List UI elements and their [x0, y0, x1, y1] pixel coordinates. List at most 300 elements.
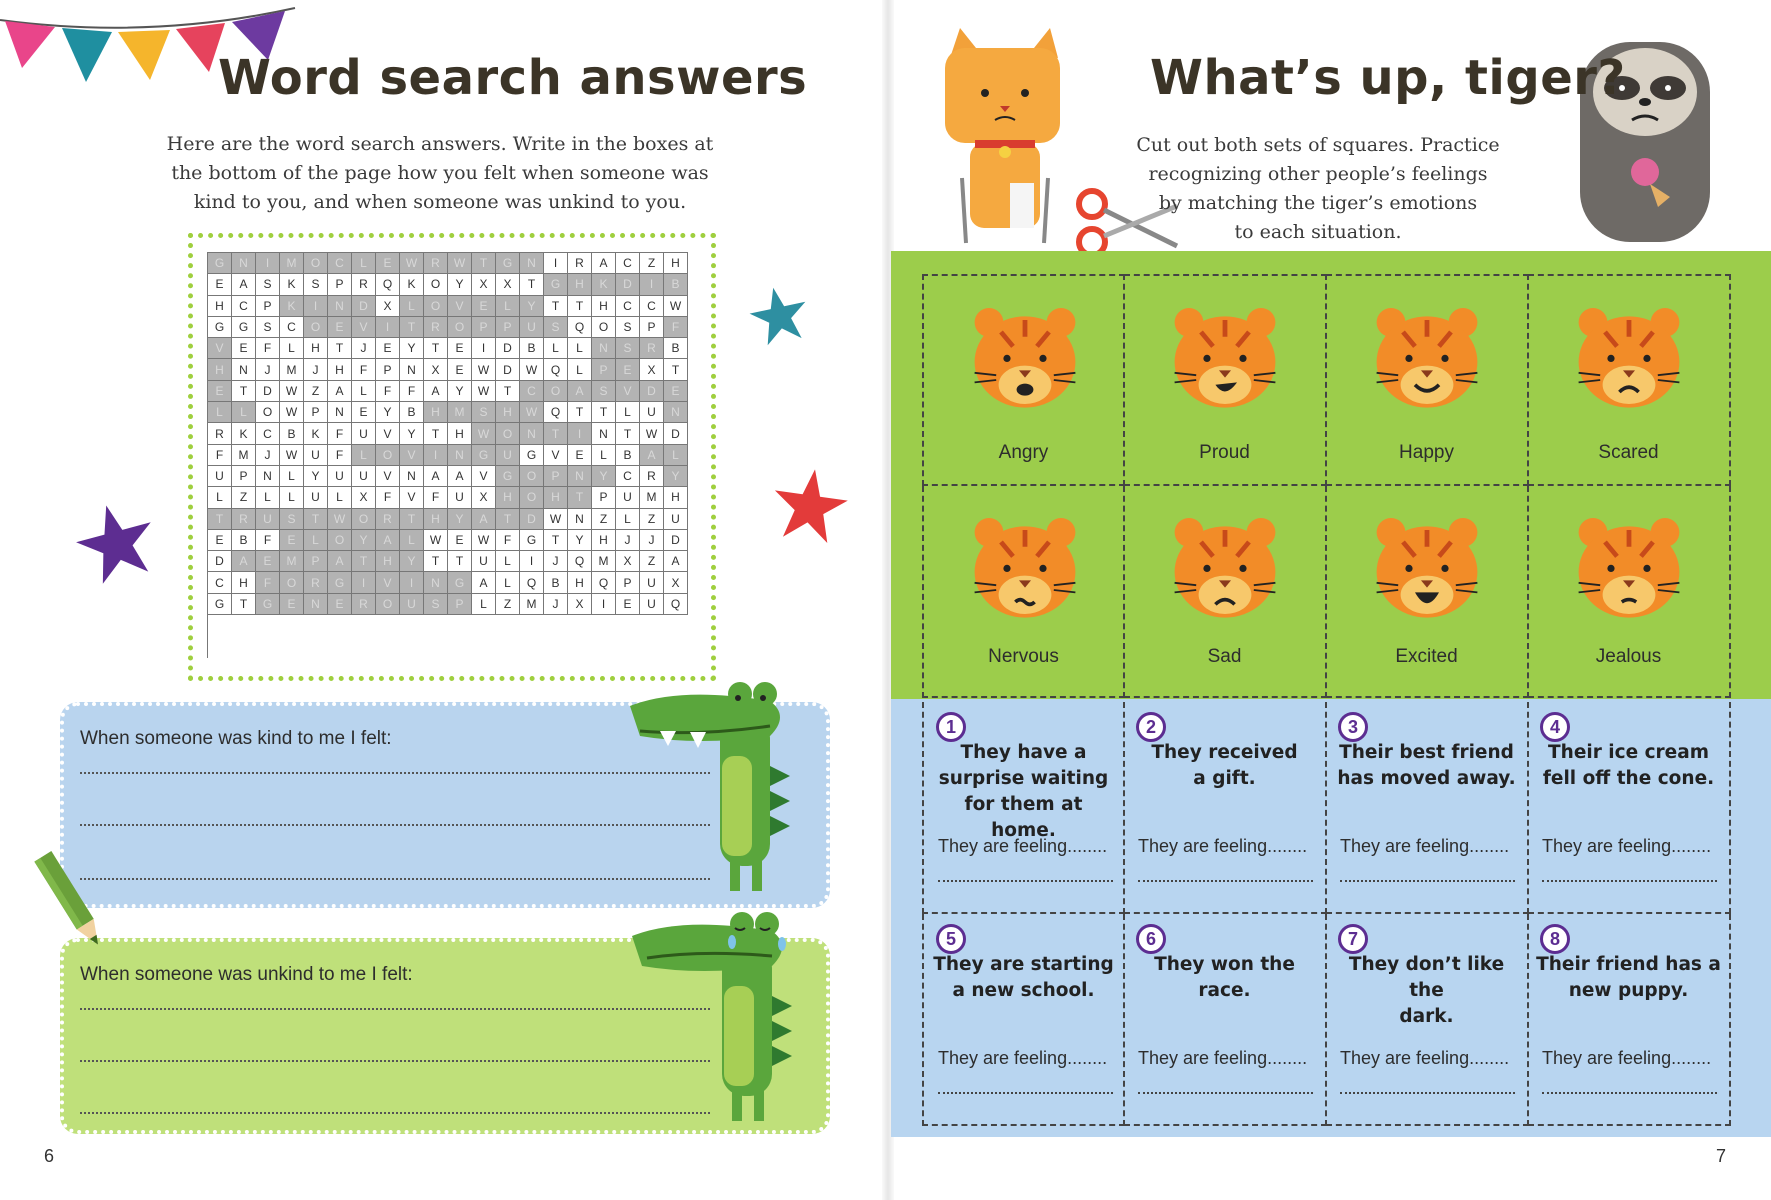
grid-cell: F [256, 530, 280, 551]
grid-cell: L [568, 359, 592, 380]
grid-cell: Q [520, 572, 544, 593]
feeling-prompt: They are feeling........ [938, 1048, 1108, 1068]
grid-cell: E [256, 551, 280, 572]
grid-cell: G [496, 466, 520, 487]
situation-text [1534, 952, 1723, 1004]
grid-cell: L [616, 509, 640, 530]
grid-cell: A [376, 530, 400, 551]
grid-cell: O [592, 317, 616, 338]
grid-cell: E [376, 338, 400, 359]
write-line[interactable] [1138, 880, 1313, 882]
grid-cell: H [376, 551, 400, 572]
grid-cell: B [544, 572, 568, 593]
grid-cell: J [256, 359, 280, 380]
grid-cell: C [328, 253, 352, 274]
grid-cell: C [616, 253, 640, 274]
tiger-emotion-label: Sad [1207, 646, 1242, 667]
grid-cell: I [352, 572, 376, 593]
grid-cell: Z [232, 487, 256, 508]
grid-cell: E [208, 530, 232, 551]
grid-cell: T [544, 296, 568, 317]
grid-cell: D [520, 509, 544, 530]
grid-cell: O [376, 594, 400, 615]
grid-cell: X [664, 572, 688, 593]
tiger-face-icon [1160, 506, 1290, 626]
page-number: 6 [44, 1146, 55, 1166]
grid-cell: P [448, 594, 472, 615]
grid-cell: H [328, 359, 352, 380]
write-line[interactable] [1542, 1092, 1717, 1094]
grid-cell: Z [496, 594, 520, 615]
grid-cell: T [592, 402, 616, 423]
grid-cell: Y [448, 381, 472, 402]
grid-cell: L [616, 402, 640, 423]
grid-cell: G [208, 253, 232, 274]
grid-cell: T [568, 487, 592, 508]
situation-number: 7 [1338, 924, 1368, 954]
situation-text [930, 740, 1117, 844]
situation-number: 8 [1540, 924, 1570, 954]
grid-cell: T [616, 423, 640, 444]
grid-cell: S [472, 402, 496, 423]
situation-number: 4 [1540, 712, 1570, 742]
grid-cell: P [640, 317, 664, 338]
grid-cell: E [376, 253, 400, 274]
grid-cell: U [304, 445, 328, 466]
grid-cell: N [400, 466, 424, 487]
grid-cell: X [616, 551, 640, 572]
grid-cell: B [232, 530, 256, 551]
grid-cell: T [568, 402, 592, 423]
grid-cell: J [616, 530, 640, 551]
grid-cell: R [208, 423, 232, 444]
write-line[interactable] [80, 1060, 710, 1062]
tiger-card-nervous[interactable] [922, 486, 1125, 698]
grid-cell: Z [640, 551, 664, 572]
situation-text-line: has moved away. [1337, 768, 1516, 789]
grid-cell: C [208, 572, 232, 593]
grid-cell: L [280, 466, 304, 487]
situation-text [1130, 740, 1319, 792]
grid-cell: H [592, 530, 616, 551]
grid-cell: E [232, 338, 256, 359]
word-search-grid [188, 233, 716, 681]
grid-cell: T [496, 509, 520, 530]
grid-cell: I [376, 317, 400, 338]
grid-cell: H [496, 487, 520, 508]
grid-cell: W [280, 402, 304, 423]
situation-number: 3 [1338, 712, 1368, 742]
grid-cell: O [424, 296, 448, 317]
situation-card-5[interactable] [922, 914, 1125, 1126]
situation-card-8[interactable] [1528, 914, 1731, 1126]
grid-cell: C [616, 296, 640, 317]
grid-cell: R [640, 466, 664, 487]
tiger-face-icon [1160, 296, 1290, 416]
feeling-prompt: They are feeling........ [1340, 1048, 1510, 1068]
grid-cell: Y [304, 466, 328, 487]
tiger-face-icon [1362, 296, 1492, 416]
grid-cell: J [352, 338, 376, 359]
grid-cell: I [544, 253, 568, 274]
grid-cell: U [616, 487, 640, 508]
grid-cell: K [280, 296, 304, 317]
grid-cell: K [400, 274, 424, 295]
grid-cell: U [496, 445, 520, 466]
grid-cell: B [664, 274, 688, 295]
grid-cell: N [568, 466, 592, 487]
grid-cell: U [352, 466, 376, 487]
grid-cell: T [424, 423, 448, 444]
grid-cell: L [352, 445, 376, 466]
grid-cell: E [448, 338, 472, 359]
grid-cell: R [352, 274, 376, 295]
intro-line: the bottom of the page how you felt when someone was [171, 162, 709, 184]
grid-cell: H [544, 487, 568, 508]
intro-line: Here are the word search answers. Write in the boxes at [166, 133, 714, 155]
grid-cell: P [592, 487, 616, 508]
grid-cell: M [280, 551, 304, 572]
grid-cell: L [496, 572, 520, 593]
grid-cell: V [544, 445, 568, 466]
grid-cell: H [424, 402, 448, 423]
grid-cell: C [640, 296, 664, 317]
grid-cell: M [448, 402, 472, 423]
star-icon [748, 284, 810, 346]
grid-cell: A [328, 551, 352, 572]
write-line[interactable] [80, 1008, 710, 1010]
grid-cell: U [352, 423, 376, 444]
tiger-emotion-label: Excited [1395, 646, 1458, 667]
grid-cell: E [616, 359, 640, 380]
grid-cell: D [496, 359, 520, 380]
grid-cell: O [520, 466, 544, 487]
grid-cell: Z [592, 509, 616, 530]
grid-cell: Y [400, 423, 424, 444]
grid-cell: L [664, 445, 688, 466]
grid-cell: Y [568, 530, 592, 551]
grid-cell: Y [592, 466, 616, 487]
grid-cell: X [568, 594, 592, 615]
grid-cell: S [544, 317, 568, 338]
grid-cell: A [232, 274, 256, 295]
grid-cell: F [400, 381, 424, 402]
grid-cell: K [232, 423, 256, 444]
grid-cell: A [472, 509, 496, 530]
grid-cell: N [448, 445, 472, 466]
grid-cell: C [256, 423, 280, 444]
grid-cell: I [520, 551, 544, 572]
grid-cell: O [256, 402, 280, 423]
situation-card-6[interactable] [1124, 914, 1327, 1126]
grid-cell: Q [568, 551, 592, 572]
grid-cell: T [472, 253, 496, 274]
page-title: What’s up, tiger? [1150, 50, 1626, 106]
star-icon [770, 465, 850, 545]
grid-cell: V [400, 487, 424, 508]
grid-cell: F [496, 530, 520, 551]
grid-cell: F [328, 423, 352, 444]
write-line[interactable] [1542, 880, 1717, 882]
situation-card-7[interactable] [1326, 914, 1529, 1126]
grid-cell: O [448, 317, 472, 338]
grid-cell: H [664, 487, 688, 508]
pencil-icon [32, 848, 112, 958]
situation-number: 1 [936, 712, 966, 742]
grid-cell: N [328, 296, 352, 317]
grid-cell: T [448, 551, 472, 572]
feeling-prompt: They are feeling........ [938, 836, 1108, 856]
grid-cell: M [520, 594, 544, 615]
grid-cell: Q [568, 317, 592, 338]
situation-text-line: a new school. [952, 980, 1095, 1001]
grid-cell: H [208, 359, 232, 380]
grid-cell: R [304, 572, 328, 593]
write-line[interactable] [80, 824, 710, 826]
situation-number: 2 [1136, 712, 1166, 742]
grid-cell: W [544, 509, 568, 530]
grid-cell: M [592, 551, 616, 572]
grid-cell: X [472, 274, 496, 295]
grid-cell: W [640, 423, 664, 444]
grid-cell: F [256, 338, 280, 359]
grid-cell: F [352, 359, 376, 380]
intro-line: Cut out both sets of squares. Practice [1136, 134, 1500, 156]
grid-cell: O [376, 445, 400, 466]
grid-cell: W [520, 359, 544, 380]
grid-cell: U [664, 509, 688, 530]
grid-cell: P [544, 466, 568, 487]
grid-cell: S [280, 509, 304, 530]
grid-cell: W [472, 381, 496, 402]
situation-text-line: a gift. [1193, 768, 1256, 789]
grid-cell: H [568, 572, 592, 593]
grid-cell: E [664, 381, 688, 402]
write-line[interactable] [938, 880, 1113, 882]
situation-card-1[interactable] [922, 702, 1125, 914]
write-line[interactable] [938, 1092, 1113, 1094]
situation-text-line: for them at home. [964, 794, 1083, 841]
grid-cell: W [520, 402, 544, 423]
grid-cell: P [304, 402, 328, 423]
grid-cell: R [352, 594, 376, 615]
grid-cell: Z [640, 509, 664, 530]
grid-cell: T [424, 338, 448, 359]
grid-cell: V [376, 423, 400, 444]
tiger-card-scared[interactable] [1528, 274, 1731, 486]
grid-cell: I [568, 423, 592, 444]
grid-cell: E [448, 530, 472, 551]
grid-cell: L [400, 530, 424, 551]
grid-cell: R [640, 338, 664, 359]
grid-cell: P [376, 359, 400, 380]
write-line[interactable] [80, 1112, 710, 1114]
feeling-prompt: They are feeling........ [1138, 836, 1308, 856]
grid-cell: X [376, 296, 400, 317]
grid-cell: U [640, 572, 664, 593]
grid-cell: O [280, 572, 304, 593]
intro-line: to each situation. [1234, 221, 1402, 243]
grid-cell: T [544, 530, 568, 551]
grid-cell: T [328, 338, 352, 359]
page-title: Word search answers [218, 50, 808, 106]
grid-cell: X [424, 359, 448, 380]
grid-cell: L [328, 487, 352, 508]
grid-cell: S [304, 274, 328, 295]
grid-cell: S [256, 317, 280, 338]
grid-cell: O [304, 253, 328, 274]
situation-text-line: They don’t like the [1348, 954, 1505, 1001]
situation-text-line: Their best friend [1339, 742, 1514, 763]
grid-cell: L [304, 530, 328, 551]
tiger-emotion-label: Angry [998, 442, 1049, 463]
grid-cell: B [400, 402, 424, 423]
grid-cell: G [256, 594, 280, 615]
grid-cell: U [640, 402, 664, 423]
situation-card-4[interactable] [1528, 702, 1731, 914]
write-line[interactable] [1340, 1092, 1515, 1094]
situation-number: 5 [936, 924, 966, 954]
grid-cell: N [232, 359, 256, 380]
grid-cell: F [424, 487, 448, 508]
intro-line: kind to you, and when someone was unkind to you. [193, 191, 687, 213]
grid-cell: B [280, 423, 304, 444]
situation-text [1130, 952, 1319, 1004]
grid-cell: R [232, 509, 256, 530]
grid-cell: O [544, 381, 568, 402]
grid-cell: N [592, 338, 616, 359]
grid-cell: U [208, 466, 232, 487]
grid-cell: Y [520, 296, 544, 317]
star-icon [74, 500, 158, 584]
grid-cell: D [664, 423, 688, 444]
situation-text [1332, 740, 1521, 792]
grid-cell: O [424, 274, 448, 295]
grid-cell: U [472, 551, 496, 572]
kind-feeling-label: When someone was kind to me I felt: [80, 728, 392, 749]
situation-text [930, 952, 1117, 1004]
grid-cell: T [664, 359, 688, 380]
tiger-face-icon [1362, 506, 1492, 626]
grid-cell: D [640, 381, 664, 402]
grid-cell: Z [304, 381, 328, 402]
grid-cell: H [232, 572, 256, 593]
grid-cell: J [256, 445, 280, 466]
grid-cell: Y [400, 338, 424, 359]
grid-cell: T [400, 317, 424, 338]
grid-cell: K [304, 423, 328, 444]
feeling-prompt: They are feeling........ [1542, 1048, 1712, 1068]
write-line[interactable] [80, 772, 710, 774]
grid-cell: D [616, 274, 640, 295]
grid-cell: B [520, 338, 544, 359]
grid-cell: T [232, 594, 256, 615]
grid-cell: X [472, 487, 496, 508]
grid-cell: R [424, 253, 448, 274]
tiger-face-icon [960, 506, 1090, 626]
tiger-emotion-label: Happy [1399, 442, 1454, 463]
grid-cell: I [424, 445, 448, 466]
grid-cell: N [400, 359, 424, 380]
tiger-card-angry[interactable] [922, 274, 1125, 486]
grid-cell: N [256, 466, 280, 487]
grid-cell: A [592, 253, 616, 274]
grid-cell: V [352, 317, 376, 338]
grid-cell: A [232, 551, 256, 572]
tiger-emotion-label: Jealous [1595, 646, 1662, 667]
right-intro [1108, 131, 1528, 247]
grid-cell: V [448, 296, 472, 317]
grid-cell: I [256, 253, 280, 274]
grid-cell: N [232, 253, 256, 274]
grid-cell: I [400, 572, 424, 593]
grid-cell: N [568, 509, 592, 530]
situation-card-3[interactable] [1326, 702, 1529, 914]
grid-cell: A [568, 381, 592, 402]
grid-cell: R [568, 253, 592, 274]
grid-cell: I [592, 594, 616, 615]
intro-line: recognizing other people’s feelings [1148, 163, 1488, 185]
grid-cell: W [424, 530, 448, 551]
grid-cell: H [304, 338, 328, 359]
grid-cell: H [664, 253, 688, 274]
grid-cell: F [664, 317, 688, 338]
grid-cell: J [544, 551, 568, 572]
grid-cell: B [664, 338, 688, 359]
write-line[interactable] [1138, 1092, 1313, 1094]
grid-cell: W [472, 423, 496, 444]
situation-text-line: They are starting [933, 954, 1114, 975]
grid-cell: E [328, 317, 352, 338]
situation-card-2[interactable] [1124, 702, 1327, 914]
grid-cell: J [304, 359, 328, 380]
grid-cell: H [496, 402, 520, 423]
grid-cell: G [520, 530, 544, 551]
tiger-card-proud[interactable] [1124, 274, 1327, 486]
grid-cell: M [640, 487, 664, 508]
tiger-card-excited[interactable] [1326, 486, 1529, 698]
grid-cell: S [592, 381, 616, 402]
grid-cell: L [592, 445, 616, 466]
situation-text-line: surprise waiting [938, 768, 1109, 789]
grid-cell: E [280, 594, 304, 615]
tiger-card-sad[interactable] [1124, 486, 1327, 698]
grid-cell: P [472, 317, 496, 338]
grid-cell: U [304, 487, 328, 508]
grid-cell: O [304, 317, 328, 338]
grid-cell: T [544, 423, 568, 444]
grid-cell: F [208, 445, 232, 466]
write-line[interactable] [1340, 880, 1515, 882]
grid-cell: Q [544, 402, 568, 423]
grid-cell: T [208, 509, 232, 530]
grid-cell: P [304, 551, 328, 572]
grid-cell: A [664, 551, 688, 572]
grid-cell: F [376, 487, 400, 508]
tiger-card-jealous[interactable] [1528, 486, 1731, 698]
grid-cell: L [208, 402, 232, 423]
grid-cell: V [376, 572, 400, 593]
page-number: 7 [1716, 1146, 1727, 1166]
grid-cell: V [208, 338, 232, 359]
grid-cell: W [664, 296, 688, 317]
tiger-card-happy[interactable] [1326, 274, 1529, 486]
grid-cell: G [232, 317, 256, 338]
write-line[interactable] [80, 878, 710, 880]
grid-cell: F [376, 381, 400, 402]
left-intro [120, 130, 760, 217]
grid-cell: M [280, 253, 304, 274]
